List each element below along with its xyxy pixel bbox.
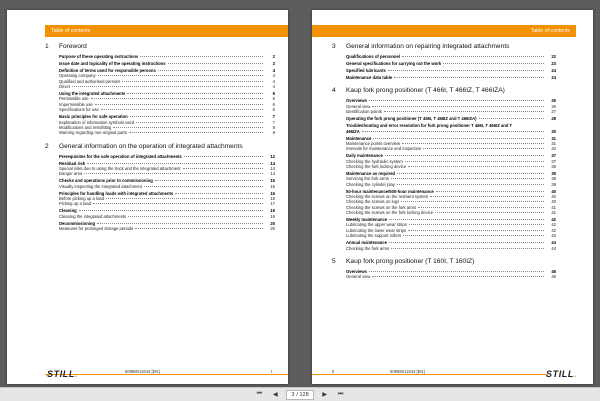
toc-page-number: 8 — [272, 130, 275, 136]
dot-leader — [430, 196, 544, 197]
toc-page-number: 17 — [270, 201, 275, 207]
toc-entry-title: Qualifications of personnel — [346, 54, 400, 59]
toc-entry-title: Lubricating the upper wear strips — [346, 222, 407, 228]
toc-entry-title: Troubleshooting and error resolution for fork prong positioner T 466I, T 466IZ and T — [346, 123, 513, 129]
dot-leader — [408, 230, 544, 231]
toc-entry-title: Permissible use — [59, 96, 89, 102]
dot-leader — [95, 104, 263, 105]
toc-entry[interactable] — [59, 54, 275, 59]
dot-leader — [402, 143, 544, 144]
toc-page-number: 40 — [551, 194, 556, 200]
dot-leader — [158, 70, 263, 71]
toc-entry[interactable] — [346, 68, 556, 73]
toc-entry-title: Principles for handling loads with integrated attachments — [59, 190, 174, 196]
toc-page-number: 14 — [270, 165, 275, 171]
toc-entry-title: General specifications for carrying out the work — [346, 61, 442, 67]
toc-entry-title: Checking the fork locking device — [346, 163, 407, 169]
toc-entry-title: Maintenance points overview — [346, 140, 401, 146]
toc-page-number: 16 — [270, 190, 275, 196]
header-bar: Table of contents — [45, 25, 288, 37]
toc-entry-title: Overviews — [346, 98, 367, 104]
toc-entry[interactable] — [59, 84, 275, 89]
toc-entry-title: Residual risk — [59, 160, 86, 166]
toc-entry-title: 466IZA — [346, 128, 360, 134]
dot-leader — [135, 228, 263, 229]
toc-page-number: 14 — [270, 160, 275, 166]
chapter-title: Kaup fork prong positioner (T 160I, T 160IZ) — [346, 257, 475, 265]
toc-entry-title: General view — [346, 103, 371, 109]
toc-entry[interactable] — [59, 61, 275, 66]
header-bar: Table of contents — [312, 25, 576, 37]
toc-page-number: 4 — [272, 84, 275, 90]
toc-page-number: 38 — [551, 163, 556, 169]
toc-page-number: 6 — [272, 107, 275, 113]
toc-page-number: 24 — [551, 68, 556, 74]
toc-entry-title: Checking the screws on lugs — [346, 199, 400, 205]
toc-entry-title: Visually inspecting the integrated attachment — [59, 183, 143, 189]
toc-entry-title: Checking the fork arms — [346, 245, 390, 251]
toc-entry[interactable] — [59, 154, 275, 159]
toc-page-number: 19 — [270, 208, 275, 214]
dot-leader — [389, 219, 544, 220]
dot-leader — [372, 276, 544, 277]
dot-leader — [87, 163, 263, 164]
toc-page-number: 5 — [272, 96, 275, 102]
page-number: I — [271, 369, 273, 374]
page-indicator[interactable] — [286, 390, 313, 400]
dot-leader — [397, 173, 544, 174]
toc-page-number: 14 — [270, 171, 275, 177]
dot-leader — [183, 168, 263, 169]
dot-leader — [373, 138, 544, 139]
toc-page-number: 15 — [270, 183, 275, 189]
toc-page-number: 4 — [272, 68, 275, 74]
toc-entry-title: Checking the hydraulic system — [346, 158, 403, 164]
toc-entry-title: Identification points — [346, 109, 382, 115]
toc-entry-title: Qualified and authorised persons — [59, 78, 121, 84]
dot-leader — [397, 184, 544, 185]
toc-page-number: 15 — [270, 178, 275, 184]
toc-entry-title: Operating the fork prong positioner (T 466I, T 466IZ and T 466IZA) — [346, 116, 477, 122]
toc-page-number: 41 — [551, 210, 556, 216]
toc-entry-title: Issue date and topicality of the operating instructions — [59, 61, 166, 67]
toc-entry-title: Maintenance data table — [346, 75, 393, 81]
toc-entry-title: Checking the screws on the restraint system — [346, 194, 429, 200]
chapter-title: General information on repairing integrated attachments — [346, 43, 510, 50]
toc-page-number: 39 — [551, 181, 556, 187]
toc-page-number: 3 — [272, 61, 275, 67]
dot-leader — [98, 75, 263, 76]
toc-entry-title: Before picking up a load — [59, 196, 104, 202]
next-page-icon[interactable]: ▶ — [322, 392, 327, 398]
dot-leader — [144, 186, 263, 187]
dot-leader — [408, 166, 544, 167]
toc-entry[interactable] — [59, 214, 275, 219]
toc-entry[interactable] — [59, 201, 275, 206]
toc-entry-title: Explanation of information symbols used — [59, 119, 135, 125]
toc-page-number: 40 — [551, 188, 556, 194]
toc-page-number: 4 — [272, 73, 275, 79]
dot-leader — [127, 93, 263, 94]
last-page-icon[interactable]: ⏭ — [337, 391, 344, 397]
toc-page-number: 31 — [551, 135, 556, 141]
chapter-number: 4 — [332, 87, 336, 95]
chapter-heading[interactable] — [332, 43, 556, 50]
dot-leader — [79, 210, 263, 211]
still-logo: STILL. — [47, 369, 79, 379]
toc-entry-title: Special risks due to using the truck and the integrated attachment — [59, 165, 181, 171]
toc-page-number: 26 — [551, 98, 556, 104]
dot-leader — [369, 271, 544, 272]
toc-entry-title: Daily maintenance — [346, 153, 383, 159]
toc-entry-title: Specifications for use — [59, 107, 99, 113]
toc-page-number: 42 — [551, 217, 556, 223]
toc-entry[interactable] — [346, 164, 556, 169]
toc-entry-title: Measures for prolonged storage periods — [59, 226, 134, 232]
footer-line — [45, 374, 288, 375]
previous-page-icon[interactable]: ◀ — [273, 392, 278, 398]
toc-entry-title: Checking the screws on the fork arms — [346, 204, 417, 210]
toc-entry[interactable] — [346, 210, 556, 215]
toc-page-number: 42 — [551, 222, 556, 228]
dot-leader — [418, 207, 544, 208]
dot-leader — [128, 216, 263, 217]
footer-line — [312, 374, 548, 375]
toc-page-number: 12 — [270, 153, 275, 159]
table-of-contents — [45, 43, 275, 231]
dot-leader — [93, 203, 263, 204]
toc-entry-title: Operating company — [59, 73, 96, 79]
toc-entry-title: Using the integrated attachments — [59, 91, 126, 97]
chapter-title: General information on the operation of integrated attachments — [59, 142, 243, 150]
dot-leader — [168, 63, 263, 64]
toc-page-number: 5 — [272, 91, 275, 97]
toc-entry-title: Decommissioning — [59, 220, 96, 226]
toc-entry[interactable] — [346, 246, 556, 251]
toc-entry-title: Basic principles for safe operation — [59, 114, 128, 120]
toc-entry-title: Overviews — [346, 268, 367, 274]
toc-entry-title: General view — [346, 274, 371, 280]
toc-page-number: 24 — [551, 75, 556, 81]
chapter-number: 2 — [45, 142, 49, 150]
toc-entry-title: Prerequisites for the safe operation of integrated attachments — [59, 153, 182, 159]
dot-leader — [385, 155, 544, 156]
document-code: 50988011644 [EN] — [390, 369, 425, 374]
dot-leader — [384, 111, 544, 112]
toc-page-number: 4 — [272, 78, 275, 84]
toc-entry-title: Driver — [59, 84, 71, 90]
document-code: 50988011644 [EN] — [125, 369, 160, 374]
current-page-input[interactable]: 3 — [291, 391, 295, 398]
toc-entry-title: Checking the screws on the fork locking device — [346, 210, 434, 216]
toc-page-number: 22 — [551, 54, 556, 59]
still-logo: STILL. — [546, 369, 578, 379]
toc-page-number: 8 — [272, 124, 275, 130]
dot-leader — [436, 191, 544, 192]
toc-entry-title: Purpose of these operating instructions — [59, 54, 139, 59]
toc-page-number: 7 — [272, 119, 275, 125]
toc-entry[interactable] — [59, 171, 275, 176]
dot-leader — [113, 127, 263, 128]
dot-leader — [394, 77, 544, 78]
toc-entry[interactable] — [59, 130, 275, 135]
dot-leader — [91, 98, 263, 99]
toc-page-number: 28 — [551, 116, 556, 122]
toc-entry[interactable] — [346, 109, 556, 114]
toc-entry[interactable] — [59, 107, 275, 112]
toc-page-number: 31 — [551, 140, 556, 146]
toc-entry-title: Modifications and retrofitting — [59, 124, 112, 130]
toc-entry[interactable] — [346, 233, 556, 238]
toc-entry[interactable] — [346, 146, 556, 151]
toc-entry-title: 50-hour maintenance/500-hour maintenance — [346, 188, 434, 194]
toc-entry-title: Servicing the fork arms — [346, 176, 389, 182]
chapter-heading[interactable] — [45, 43, 275, 50]
toc-page-number: 16 — [270, 196, 275, 202]
toc-entry-title: Lubricating the support rollers — [346, 233, 402, 239]
toc-entry-title: Annual maintenance — [346, 240, 387, 246]
first-page-icon[interactable]: ⏮ — [256, 391, 263, 397]
chapter-heading[interactable] — [332, 87, 556, 94]
dot-leader — [97, 223, 263, 224]
dot-leader — [101, 109, 263, 110]
page-right — [312, 10, 593, 384]
toc-entry-title: Checking the cylinder play — [346, 181, 395, 187]
dot-leader — [391, 248, 544, 249]
toc-page-number: 42 — [551, 227, 556, 233]
page-total: / 128 — [296, 391, 309, 398]
dot-leader — [405, 161, 544, 162]
dot-leader — [391, 178, 544, 179]
toc-entry[interactable] — [59, 226, 275, 231]
toc-page-number: 2 — [272, 54, 275, 59]
toc-entry-title: Warning regarding non-original parts — [59, 130, 127, 136]
table-of-contents — [332, 43, 556, 280]
toc-entry[interactable] — [346, 75, 556, 80]
toc-entry-title: Impermissible use — [59, 101, 93, 107]
chapter-heading[interactable] — [332, 258, 556, 265]
toc-page-number: 43 — [551, 233, 556, 239]
dot-leader — [122, 81, 263, 82]
dot-leader — [184, 156, 263, 157]
chapter-heading[interactable] — [45, 143, 275, 150]
page-left — [7, 10, 288, 384]
dot-leader — [389, 242, 544, 243]
dot-leader — [403, 235, 544, 236]
dot-leader — [443, 63, 544, 64]
dot-leader — [129, 132, 263, 133]
toc-page-number: 39 — [551, 176, 556, 182]
toc-entry-title: Maintenance — [346, 135, 372, 141]
dot-leader — [423, 148, 544, 149]
toc-page-number: 39 — [551, 171, 556, 176]
toc-entry[interactable] — [346, 182, 556, 187]
toc-page-number: 41 — [551, 204, 556, 210]
toc-page-number: 23 — [551, 61, 556, 67]
toc-page-number: 7 — [272, 114, 275, 120]
toc-entry[interactable] — [346, 129, 556, 134]
chapter-title: Foreword — [59, 43, 87, 50]
chapter-number: 3 — [332, 43, 336, 50]
toc-page-number: 44 — [551, 245, 556, 251]
toc-entry[interactable] — [346, 116, 556, 121]
toc-entry[interactable] — [59, 184, 275, 189]
dot-leader — [435, 212, 544, 213]
toc-page-number: 20 — [270, 226, 275, 232]
dot-leader — [479, 118, 544, 119]
dot-leader — [369, 100, 544, 101]
dot-leader — [175, 193, 263, 194]
chapter-number: 5 — [332, 257, 336, 265]
dot-leader — [362, 131, 544, 132]
toc-entry-title: Weekly maintenance — [346, 217, 388, 223]
dot-leader — [155, 180, 263, 181]
toc-entry[interactable] — [346, 274, 556, 279]
toc-page-number: 27 — [551, 109, 556, 115]
toc-entry-title: Cleaning the integrated attachments — [59, 213, 127, 219]
dot-leader — [130, 116, 263, 117]
toc-entry-title: Specified lubricants — [346, 68, 386, 74]
toc-page-number: 20 — [270, 220, 275, 226]
toc-entry[interactable] — [346, 54, 556, 59]
toc-page-number: 37 — [551, 153, 556, 159]
toc-entry-title: Lubricating the lower wear strips — [346, 227, 407, 233]
toc-page-number: 30 — [551, 128, 556, 134]
dot-leader — [402, 56, 544, 57]
dot-leader — [372, 106, 544, 107]
toc-page-number: 34 — [551, 146, 556, 152]
toc-page-number: 40 — [551, 199, 556, 205]
toc-entry-title: Maintenance as required — [346, 171, 396, 176]
toc-entry-title: Picking up a load — [59, 201, 91, 207]
toc-entry-title: Definition of terms used for responsible persons — [59, 68, 156, 74]
dot-leader — [388, 70, 544, 71]
dot-leader — [409, 224, 544, 225]
toc-page-number: 46 — [551, 274, 556, 280]
page-navigation-toolbar — [0, 387, 600, 401]
chapter-number: 1 — [45, 43, 49, 50]
dot-leader — [140, 56, 263, 57]
toc-entry-title: Checks and operations prior to commissioning — [59, 178, 153, 184]
dot-leader — [401, 201, 544, 202]
toc-page-number: 44 — [551, 240, 556, 246]
chapter-title: Kaup fork prong positioner (T 466I, T 466IZ, T 466IZA) — [346, 87, 505, 95]
dot-leader — [72, 86, 263, 87]
dot-leader — [106, 198, 263, 199]
toc-entry-title: Danger area — [59, 171, 83, 177]
toc-entry[interactable] — [346, 61, 556, 66]
dot-leader — [84, 173, 263, 174]
toc-entry-title: Intervals for maintenance and inspection — [346, 146, 422, 152]
toc-page-number: 26 — [551, 103, 556, 109]
page-number: II — [332, 369, 335, 374]
toc-entry-title: Cleaning — [59, 208, 77, 214]
toc-page-number: 19 — [270, 213, 275, 219]
toc-page-number: 37 — [551, 158, 556, 164]
dot-leader — [136, 122, 263, 123]
toc-page-number: 6 — [272, 101, 275, 107]
toc-page-number: 46 — [551, 268, 556, 274]
